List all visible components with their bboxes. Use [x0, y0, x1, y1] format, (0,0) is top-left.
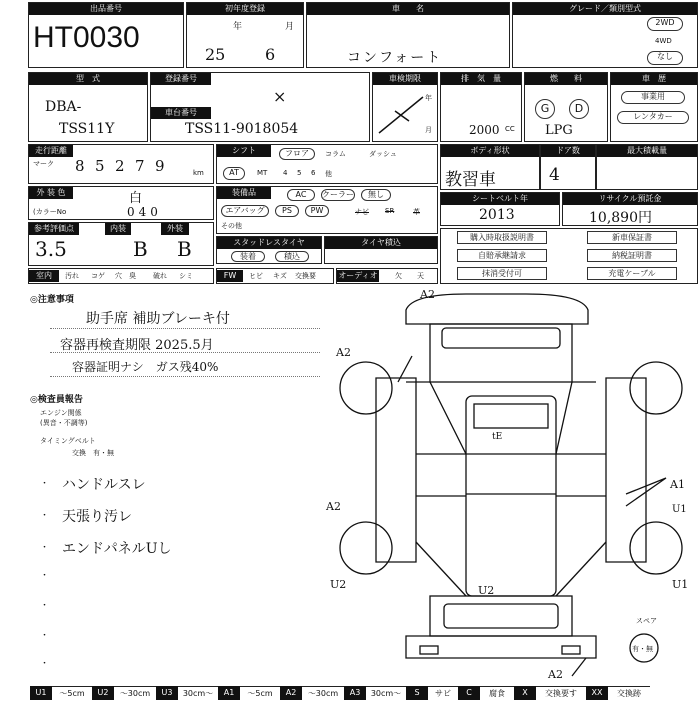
model-label: 型 式: [29, 73, 147, 85]
history-box: [610, 72, 698, 142]
chassis-value: TSS11-9018054: [185, 121, 299, 137]
model-line2: TSS11Y: [59, 121, 115, 137]
model-box: [28, 72, 148, 142]
interior-label: 内装: [105, 223, 131, 235]
equip-pw: PW: [305, 205, 329, 217]
shift-mt: MT: [257, 169, 268, 177]
damage-mark: A2: [548, 668, 563, 681]
room-hole: 穴: [115, 272, 122, 280]
engine-sub: (異音・不調等): [40, 419, 88, 427]
legend-value: 30cm～: [366, 686, 406, 701]
damage-mark: U1: [672, 504, 687, 515]
evaluation-box: [28, 222, 214, 266]
room-box: [28, 268, 214, 284]
lot-number-box: [28, 2, 184, 68]
car-name-box: [306, 2, 510, 68]
damage-mark: U2: [330, 578, 347, 591]
tire-label: タイヤ積込: [325, 237, 437, 249]
damage-mark: A1: [670, 478, 685, 491]
damage-mark: A2: [336, 346, 351, 359]
legend-value: ～5cm: [240, 686, 280, 701]
equipment-box: [216, 186, 438, 234]
legend-value: 30cm～: [178, 686, 218, 701]
engine-label: エンジン関係: [40, 409, 82, 417]
doc-insurance: 自賠承継請求: [457, 249, 547, 262]
shift-floor: フロア: [279, 148, 315, 160]
timing-label: タイミングベルト: [40, 437, 96, 445]
equip-none: 無し: [361, 189, 391, 201]
damage-mark: U1: [672, 578, 689, 591]
audio-missing: 欠: [395, 272, 402, 280]
recycle-box: [562, 192, 698, 226]
legend-key: A3: [344, 686, 366, 700]
history-rental: レンタカー: [617, 111, 689, 124]
room-label: 室内: [29, 270, 59, 282]
inspector-item-3: エンドパネルUし: [62, 541, 172, 557]
bullet: ・: [40, 543, 50, 553]
fw-crack: ヒビ: [249, 272, 263, 280]
fw-replace: 交換要: [295, 272, 316, 280]
exterior-label: 外装: [161, 223, 189, 235]
doors-box: [540, 144, 596, 190]
doc-warranty: 新車保証書: [587, 231, 677, 244]
studless-loaded: 積込: [275, 251, 309, 262]
inspection-box: [372, 72, 438, 142]
shift-dash: ダッシュ: [369, 150, 397, 158]
studless-fitted: 装着: [231, 251, 265, 262]
mileage-digit: 2: [115, 157, 125, 175]
tire-box: [324, 236, 438, 264]
ref-value: 3.5: [35, 237, 67, 261]
fw-label: FW: [217, 270, 243, 282]
equip-navi: ナビ: [355, 208, 369, 216]
exterior-value: B: [177, 237, 192, 261]
shift-column: コラム: [325, 150, 346, 158]
body-type-label: ボディ形状: [441, 145, 539, 157]
legend-value: ～30cm: [114, 686, 156, 701]
mileage-box: [28, 144, 214, 184]
registration-box: [150, 72, 370, 142]
color-no-label: (カラーNo: [33, 208, 67, 216]
seatbelt-label: シートベルト年: [441, 193, 559, 205]
legend-key: X: [514, 686, 536, 700]
equip-ps: PS: [275, 205, 299, 217]
bullet: ・: [40, 571, 50, 581]
damage-mark: A2: [326, 500, 341, 513]
body-type-value: 教習車: [445, 170, 496, 190]
equip-sr: SR: [385, 207, 395, 215]
bullet: ・: [40, 659, 50, 669]
inspect-month-unit: 月: [425, 126, 432, 134]
drive-2wd: 2WD: [647, 17, 683, 31]
fuel-value: LPG: [545, 123, 573, 138]
interior-value: B: [133, 237, 148, 261]
equip-airbag: エアバッグ: [221, 205, 269, 217]
inspect-label: 車検期限: [373, 73, 437, 85]
bullet: ・: [40, 511, 50, 521]
fw-box: [216, 268, 334, 284]
shift-box: [216, 144, 438, 184]
note-rule: [50, 328, 320, 329]
note-line-1: 助手席 補助ブレーキ付: [86, 311, 230, 327]
capacity-box: [596, 144, 698, 190]
timing-value: 交換 有・無: [72, 449, 114, 457]
legend-key: A2: [280, 686, 302, 700]
legend-key: U1: [30, 686, 52, 700]
color-no-value: 040: [127, 205, 162, 219]
displacement-box: [440, 72, 522, 142]
studless-label: スタッドレスタイヤ: [217, 237, 321, 249]
doc-cable: 充電ケーブル: [587, 267, 677, 280]
grade-box: [512, 2, 698, 68]
first-reg-month: 6: [265, 45, 276, 64]
reg-no-label: 登録番号: [151, 73, 211, 85]
bullet: ・: [40, 479, 50, 489]
model-line1: DBA-: [45, 99, 82, 115]
chassis-label: 車台番号: [151, 107, 211, 119]
note-rule: [50, 352, 320, 353]
doc-manual: 購入時取扱説明書: [457, 231, 547, 244]
room-burn: コゲ: [91, 272, 105, 280]
month-unit: 月: [285, 22, 295, 32]
shift-4: 4: [283, 169, 288, 177]
lot-number: HT0030: [33, 21, 140, 54]
audio-box: [336, 268, 438, 284]
first-registration-box: [186, 2, 304, 68]
legend-key: C: [458, 686, 480, 700]
damage-mark: U2: [478, 584, 495, 597]
doc-cancel: 抹消受付可: [457, 267, 547, 280]
note-line-3: 容器証明ナシ ガス残40%: [72, 360, 219, 374]
mileage-digit: 5: [95, 157, 105, 175]
seatbelt-value: 2013: [479, 207, 515, 223]
doc-tax: 納税証明書: [587, 249, 677, 262]
legend-value: ～30cm: [302, 686, 344, 701]
drive-none: なし: [647, 51, 683, 65]
mileage-digit: 9: [155, 157, 165, 175]
legend-key: A1: [218, 686, 240, 700]
year-unit: 年: [233, 22, 243, 32]
equip-leather: 革: [413, 208, 420, 216]
legend-value: サビ: [428, 686, 458, 701]
equip-label: 装備品: [217, 187, 271, 199]
equip-ac: AC: [287, 189, 315, 201]
displacement-unit: CC: [505, 125, 515, 133]
fuel-box: [524, 72, 608, 142]
inspector-title: ◎検査員報告: [30, 395, 83, 405]
recycle-value: 10,890円: [589, 210, 652, 226]
mileage-digit: 7: [135, 157, 145, 175]
fw-scratch: キズ: [273, 272, 287, 280]
legend-value: ～5cm: [52, 686, 92, 701]
inspector-item-1: ハンドルスレ: [62, 477, 146, 493]
first-reg-label: 初年度登録: [187, 3, 303, 15]
spare-label: スペア: [636, 617, 657, 625]
damage-mark: A2: [420, 288, 435, 301]
displacement-value: 2000: [469, 123, 500, 137]
inspection-strike: [373, 73, 437, 141]
mileage-unit: km: [193, 169, 204, 177]
center-mark: tE: [492, 432, 503, 442]
capacity-label: 最大積載量: [597, 145, 697, 157]
equip-other: その他: [221, 222, 242, 230]
room-stain: シミ: [179, 272, 193, 280]
note-rule: [50, 376, 320, 377]
first-reg-year: 25: [205, 45, 226, 64]
car-name: コンフォート: [347, 50, 443, 66]
grade-label: グレード／類別型式: [513, 3, 697, 15]
history-business: 事業用: [621, 91, 685, 104]
color-label: 外 装 色: [29, 187, 73, 199]
color-value: 白: [129, 191, 143, 206]
legend-value: 交換跡: [608, 686, 650, 701]
legend-key: U2: [92, 686, 114, 700]
note-line-2: 容器再検査期限 2025.5月: [60, 338, 214, 353]
fuel-label: 燃 料: [525, 73, 607, 85]
legend-value: 交換要す: [536, 686, 586, 701]
recycle-label: リサイクル預託金: [563, 193, 697, 205]
bullet: ・: [40, 631, 50, 641]
fuel-d: D: [569, 99, 589, 119]
equip-cooler: クーラー: [322, 190, 354, 199]
lot-label: 出品番号: [29, 3, 183, 15]
drive-4wd: 4WD: [655, 37, 672, 45]
room-smell: 臭: [129, 272, 136, 280]
doors-label: ドア数: [541, 145, 595, 157]
doors-value: 4: [549, 165, 560, 185]
car-name-label: 車 名: [307, 3, 509, 15]
mileage-digit: 8: [75, 157, 85, 175]
legend-key: XX: [586, 686, 608, 700]
fuel-g: G: [535, 99, 555, 119]
documents-box: [440, 228, 698, 284]
legend-value: 腐食: [480, 686, 514, 701]
inspect-year-unit: 年: [425, 94, 432, 102]
legend-key: S: [406, 686, 428, 700]
displacement-label: 排 気 量: [441, 73, 521, 85]
shift-5: 5: [297, 169, 302, 177]
shift-6: 6: [311, 169, 316, 177]
audio-ceiling: 天: [417, 272, 424, 280]
bullet: ・: [40, 601, 50, 611]
meter-label: マーク: [33, 160, 54, 168]
ref-label: 参考評価点: [29, 223, 79, 235]
studless-box: [216, 236, 322, 264]
shift-label: シフト: [217, 145, 271, 157]
history-label: 車 歴: [611, 73, 697, 85]
spare-value: 有・無: [632, 645, 653, 653]
mileage-label: 走行距離: [29, 145, 73, 157]
color-box: [28, 186, 214, 220]
reg-no-value: ×: [273, 87, 287, 106]
room-dirt: 汚れ: [65, 272, 79, 280]
audio-label: オーディオ: [338, 271, 378, 280]
notes-title: ◎注意事項: [30, 295, 74, 305]
shift-other: 他: [325, 170, 332, 178]
room-tear: 破れ: [153, 272, 167, 280]
legend-key: U3: [156, 686, 178, 700]
shift-at: AT: [223, 167, 245, 180]
body-type-box: [440, 144, 540, 190]
seatbelt-box: [440, 192, 560, 226]
inspector-item-2: 天張り汚レ: [62, 509, 132, 525]
